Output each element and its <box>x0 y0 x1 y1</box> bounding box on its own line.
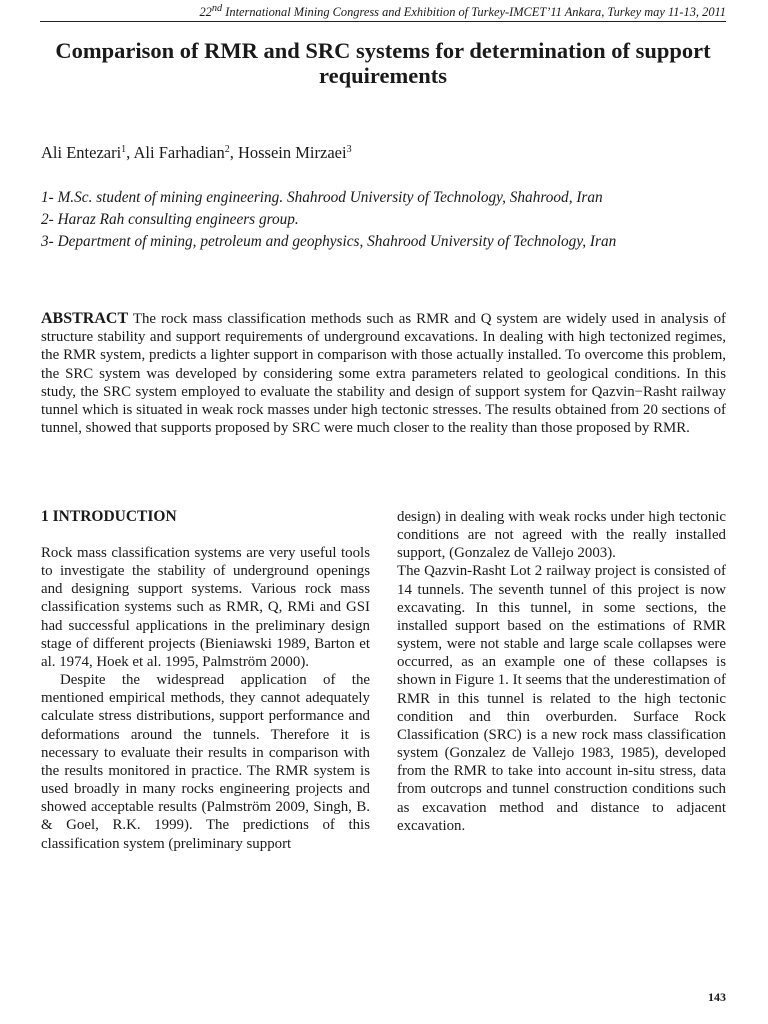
affiliation-item: 2- Haraz Rah consulting engineers group. <box>41 211 299 228</box>
body-paragraph: The Qazvin-Rasht Lot 2 railway project is consisted of 14 tunnels. The seventh tunnel of this project is now excavating. In this tunnel, in some sections, the installed support based on the estimations of RMR system, were not stable and large scale collapses were occurred, as an example one of these collapses is shown in Figure 1. It seems that the underestimation of RMR in this tunnel is related to the high tectonic condition and thin overburden. Surface Rock Classification (SRC) is a new rock mass classification system (Gonzalez de Vallejo 1983, 1985), developed from the RMR to take into account in-situ stress, data from outcrops and tunnel construction conditions such as excavation method and distance to adjacent excavation. <box>397 563 726 834</box>
body-column-left <box>41 508 370 853</box>
section-heading: 1 INTRODUCTION <box>41 508 177 525</box>
affiliation-list <box>41 187 616 253</box>
author-name: Ali Farhadian <box>133 143 225 162</box>
body-paragraph: Rock mass classification systems are very useful tools to investigate the stability of underground openings and designing support systems. Various rock mass classification systems such as RMR, Q, RMi and GSI had successful applications in the preliminary design stage of different projects (Bieniawski 1989, Barton et al. 1974, Hoek et al. 1995, Palmström 2000). <box>41 545 370 670</box>
author-list <box>41 143 352 163</box>
affiliation-item: 3- Department of mining, petroleum and geophysics, Shahrood University of Technology, Iran <box>41 233 617 250</box>
page-number: 143 <box>708 990 726 1004</box>
paper-title: Comparison of RMR and SRC systems for determination of support requirements <box>55 38 711 88</box>
author-affiliation-mark: 1 <box>121 144 127 155</box>
header-text: International Mining Congress and Exhibition of Turkey-IMCET’11 Ankara, Turkey may 11-13, 2011 <box>222 5 726 20</box>
body-paragraph: Despite the widespread application of the mentioned empirical methods, they cannot adequately calculate stress distributions, support performance and deformations around the tunnels. Therefore it is necessary to evaluate their results in comparison with the results monitored in practice. The RMR system is used broadly in many rocks engineering projects and showed acceptable results (Palmström 2009, Singh, B. & Goel, R.K. 1999). The predictions of this classification system (preliminary support <box>41 672 370 852</box>
author-separator: , <box>229 143 238 162</box>
author-affiliation-mark: 3 <box>346 144 352 155</box>
header-ordinal-suffix: nd <box>211 3 223 14</box>
abstract-text: The rock mass classification methods such as RMR and Q system are widely used in analysis of structure stability and support requirements of underground excavations. In dealing with high tectonized regimes, the RMR system, predicts a lighter support in comparison with those actually installed. To overcome this problem, the SRC system was developed by considering some extra parameters related to geological conditions. In this study, the SRC system employed to evaluate the stability and design of support system for Qazvin−Rasht railway tunnel which is situated in weak rock masses under high tectonic stresses. The results obtained from 20 sections of tunnel, showed that supports proposed by SRC were much closer to the reality than those proposed by RMR. <box>41 311 726 437</box>
header-ordinal: 22 <box>199 5 212 20</box>
body-paragraph: design) in dealing with weak rocks under high tectonic conditions are not agreed with the really installed support, (Gonzalez de Vallejo 2003). <box>397 509 726 562</box>
running-header <box>40 2 726 19</box>
author-name: Ali Entezari <box>41 143 122 162</box>
author-separator: , <box>126 143 134 162</box>
author-affiliation-mark: 2 <box>224 144 230 155</box>
header-rule <box>40 21 726 22</box>
body-column-right <box>397 508 726 835</box>
abstract <box>41 310 726 437</box>
author-name: Hossein Mirzaei <box>237 143 347 162</box>
affiliation-item: 1- M.Sc. student of mining engineering. Shahrood University of Technology, Shahrood, Iran <box>41 189 603 206</box>
abstract-label: ABSTRACT <box>41 310 129 327</box>
